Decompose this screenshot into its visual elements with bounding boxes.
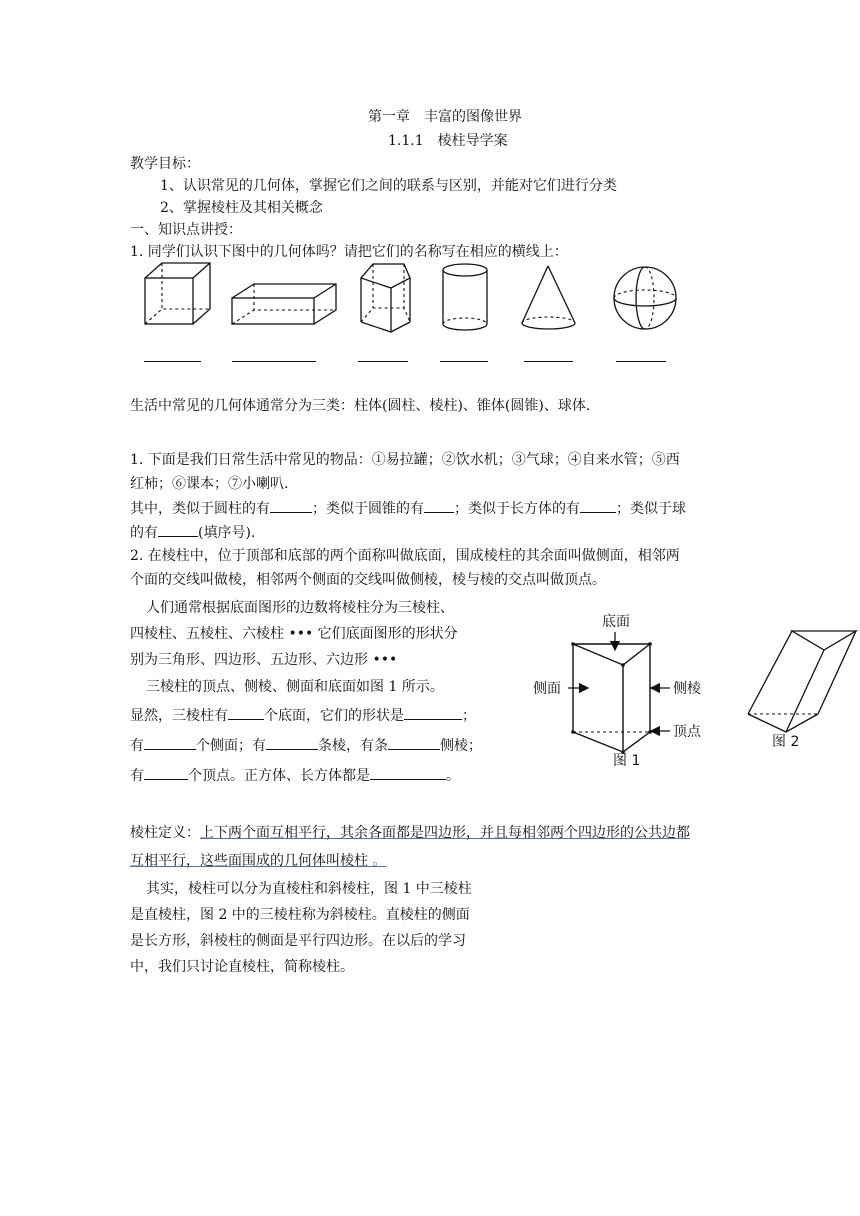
definition-text-1: 上下两个面互相平行，其余各面都是四边形，并且每相邻两个四边形的公共边都 <box>200 825 690 841</box>
sphere-icon <box>610 264 680 332</box>
exercise-line-2: 红柿；⑥课本；⑦小喇叭. <box>130 476 289 492</box>
blank-cylinder[interactable] <box>270 498 312 513</box>
definition-label: 棱柱定义： <box>130 825 200 841</box>
figure-2-caption: 图 2 <box>772 734 800 750</box>
blank-base-shape[interactable] <box>404 705 462 720</box>
prism-question-3: 有 个顶点。正方体、长方体都是 。 <box>130 765 460 786</box>
closing-line-1: 其实，棱柱可以分为直棱柱和斜棱柱，图 1 中三棱柱 <box>146 881 472 897</box>
prism-para-1: 人们通常根据底面图形的边数将棱柱分为三棱柱、 <box>146 600 454 616</box>
cylinder-icon <box>438 262 493 334</box>
prism-para-2: 四棱柱、五棱柱、六棱柱 ••• 它们底面图形的形状分 <box>130 626 458 642</box>
prism-intro-2: 个面的交线叫做棱，相邻两个侧面的交线叫做侧棱，棱与棱的交点叫做顶点。 <box>130 572 606 588</box>
label-lateral-edge: 侧棱 <box>673 681 701 697</box>
blank-edge-count[interactable] <box>266 735 318 750</box>
cone-icon <box>518 264 580 334</box>
blank-cuboid[interactable] <box>580 498 616 513</box>
chapter-title: 第一章 丰富的图像世界 <box>368 109 522 125</box>
lesson-title: 1.1.1 棱柱导学案 <box>388 133 508 149</box>
label-vertex: 顶点 <box>673 724 701 740</box>
pentagonal-prism-icon <box>355 262 415 337</box>
exercise-line-1: 1. 下面是我们日常生活中常见的物品：①易拉罐；②饮水机；③气球；④自来水管；⑤西 <box>130 452 680 468</box>
cuboid-icon <box>228 280 343 330</box>
section-title: 一、知识点讲授： <box>130 222 242 238</box>
blank-vertex-count[interactable] <box>144 765 188 780</box>
blank-cone[interactable] <box>424 498 454 513</box>
objectives-label: 教学目标： <box>130 156 200 172</box>
question-1: 1. 同学们认识下图中的几何体吗？请把它们的名称写在相应的横线上： <box>130 244 568 260</box>
exercise-line-3: 其中，类似于圆柱的有 ；类似于圆锥的有 ；类似于长方体的有 ；类似于球 <box>130 498 686 519</box>
answer-line-5[interactable] <box>524 361 573 362</box>
exercise-line-4: 的有 (填序号). <box>130 522 255 543</box>
definition-end: 。 <box>368 853 387 869</box>
prism-definition-line-2 <box>130 851 386 871</box>
definition-text-2: 互相平行，这些面围成的几何体叫棱柱 <box>130 853 368 869</box>
blank-lateral-edge-count[interactable] <box>388 735 440 750</box>
label-lateral-face: 侧面 <box>533 681 561 697</box>
blank-face-count[interactable] <box>144 735 196 750</box>
prism-question-1: 显然，三棱柱有 个底面，它们的形状是 ； <box>130 705 476 726</box>
figure-2-oblique-prism <box>746 628 860 752</box>
blank-prism-type[interactable] <box>370 765 446 780</box>
prism-definition-line-1 <box>130 823 690 843</box>
blank-base-count[interactable] <box>228 705 264 720</box>
answer-line-2[interactable] <box>232 361 316 362</box>
figure-1-caption: 图 1 <box>613 753 641 769</box>
objective-1: 1、认识常见的几何体，掌握它们之间的联系与区别，并能对它们进行分类 <box>160 178 617 194</box>
answer-line-4[interactable] <box>440 361 488 362</box>
answer-line-6[interactable] <box>616 361 666 362</box>
cube-icon <box>140 260 215 330</box>
answer-line-1[interactable] <box>144 361 201 362</box>
answer-line-3[interactable] <box>358 361 408 362</box>
prism-para-3: 别为三角形、四边形、五边形、六边形 ••• <box>130 652 398 668</box>
prism-question-2: 有 个侧面；有 条棱，有条 侧棱； <box>130 735 482 756</box>
figure-1-triangular-prism <box>530 610 730 770</box>
objective-2: 2、掌握棱柱及其相关概念 <box>160 200 323 216</box>
closing-line-2: 是直棱柱，图 2 中的三棱柱称为斜棱柱。直棱柱的侧面 <box>130 907 470 923</box>
prism-intro-1: 2. 在棱柱中，位于顶部和底部的两个面称叫做底面，围成棱柱的其余面叫做侧面，相邻两 <box>130 548 680 564</box>
label-base: 底面 <box>602 614 630 630</box>
classification-text: 生活中常见的几何体通常分为三类：柱体(圆柱、棱柱)、锥体(圆锥)、球体. <box>130 398 591 414</box>
closing-line-3: 是长方形，斜棱柱的侧面是平行四边形。在以后的学习 <box>130 933 466 949</box>
blank-sphere[interactable] <box>158 522 198 537</box>
closing-line-4: 中，我们只讨论直棱柱，简称棱柱。 <box>130 959 354 975</box>
prism-para-4: 三棱柱的顶点、侧棱、侧面和底面如图 1 所示。 <box>146 679 444 695</box>
